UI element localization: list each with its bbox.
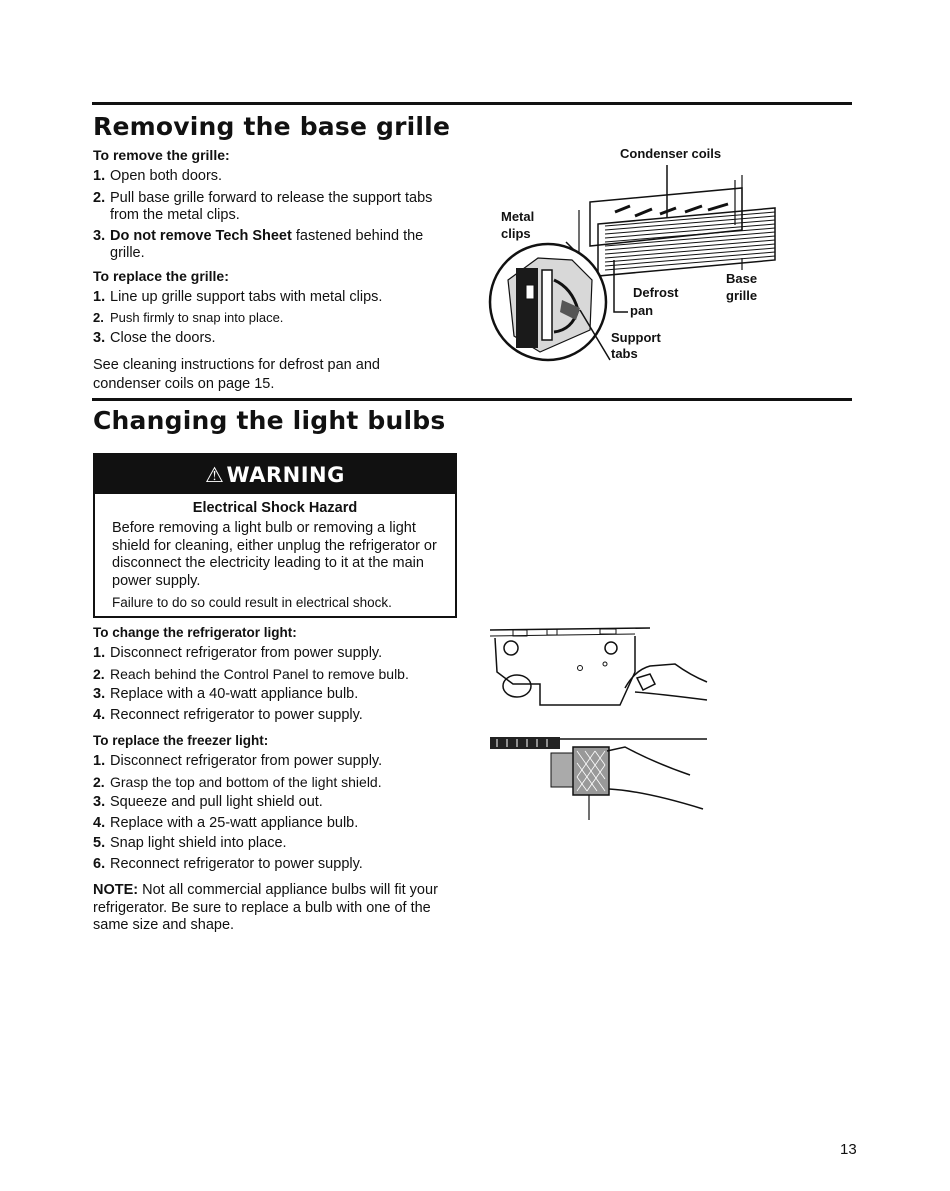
list-item: 4. Reconnect refrigerator to power supply. — [93, 706, 363, 723]
list-item: 3. Do not remove Tech Sheet fastened behind the grille. — [93, 227, 424, 261]
list-item: 3. Squeeze and pull light shield out. — [93, 794, 323, 810]
list-item: 5. Snap light shield into place. — [93, 835, 287, 851]
list-item: 1. Open both doors. — [93, 168, 223, 184]
list-item: 4. Replace with a 25-watt appliance bulb. — [93, 814, 359, 831]
warning-text: Before removing a light bulb or removing a light shield for cleaning, either unplug the refrigerator or disconnect the electricity leading to it at the main power supply. — [112, 520, 437, 589]
remove-heading: To remove the grille: — [93, 147, 230, 163]
replace-steps-list — [93, 287, 453, 349]
top-rule — [92, 102, 852, 105]
list-item: 6. Reconnect refrigerator to power supply. — [93, 855, 363, 872]
label-tabs: tabs — [611, 346, 638, 361]
cleaning-note: See cleaning instructions for defrost pan and condenser coils on page 15. — [93, 357, 380, 392]
label-defrost: Defrost — [633, 285, 679, 300]
warning-consequence: Failure to do so could result in electrical shock. — [112, 595, 392, 610]
refrigerator-light-illustration — [485, 620, 715, 720]
warning-title: Electrical Shock Hazard — [192, 500, 358, 516]
label-metal: Metal — [501, 209, 535, 224]
freezer-light-heading: To replace the freezer light: — [93, 733, 269, 748]
freezer-steps-list — [93, 751, 473, 874]
warning-label: WARNING — [226, 462, 345, 487]
note-label: NOTE: — [93, 882, 139, 898]
fridge-steps-list — [93, 643, 473, 725]
replace-heading: To replace the grille: — [93, 268, 229, 284]
list-item: 2. Grasp the top and bottom of the light shield. — [93, 773, 382, 790]
label-grille: grille — [726, 288, 758, 303]
label-clips: clips — [501, 226, 531, 241]
section-title-base-grille: Removing the base grille — [93, 112, 451, 141]
list-item: 1. Disconnect refrigerator from power supply. — [93, 645, 383, 661]
list-item: 3. Close the doors. — [93, 330, 216, 346]
middle-rule — [92, 398, 852, 401]
list-item: 2. Pull base grille forward to release the support tabs from the metal clips. — [93, 189, 433, 223]
label-support: Support — [611, 330, 661, 345]
list-item: 1. Disconnect refrigerator from power supply. — [93, 753, 383, 769]
fridge-light-heading: To change the refrigerator light: — [93, 625, 297, 640]
warning-triangle-icon: ⚠ — [205, 462, 225, 487]
freezer-light-illustration — [485, 725, 715, 825]
label-base: Base — [726, 271, 758, 286]
warning-box — [93, 453, 457, 618]
list-item: 1. Line up grille support tabs with metal clips. — [93, 289, 383, 305]
bulb-note — [93, 882, 463, 935]
section-title-light-bulbs: Changing the light bulbs — [93, 406, 446, 435]
label-condenser-coils: Condenser coils — [620, 146, 722, 161]
list-item: 3. Replace with a 40-watt appliance bulb. — [93, 686, 359, 702]
page-number: 13 — [840, 1141, 857, 1158]
note-text: Not all commercial appliance bulbs will fit your refrigerator. Be sure to replace a bulb with one of the same size and shape. — [93, 882, 438, 933]
list-item: 2. Push firmly to snap into place. — [93, 309, 284, 325]
label-pan: pan — [630, 303, 654, 318]
list-item: 2. Reach behind the Control Panel to remove bulb. — [93, 665, 409, 682]
remove-steps-list — [93, 166, 453, 263]
warning-header — [95, 455, 455, 494]
